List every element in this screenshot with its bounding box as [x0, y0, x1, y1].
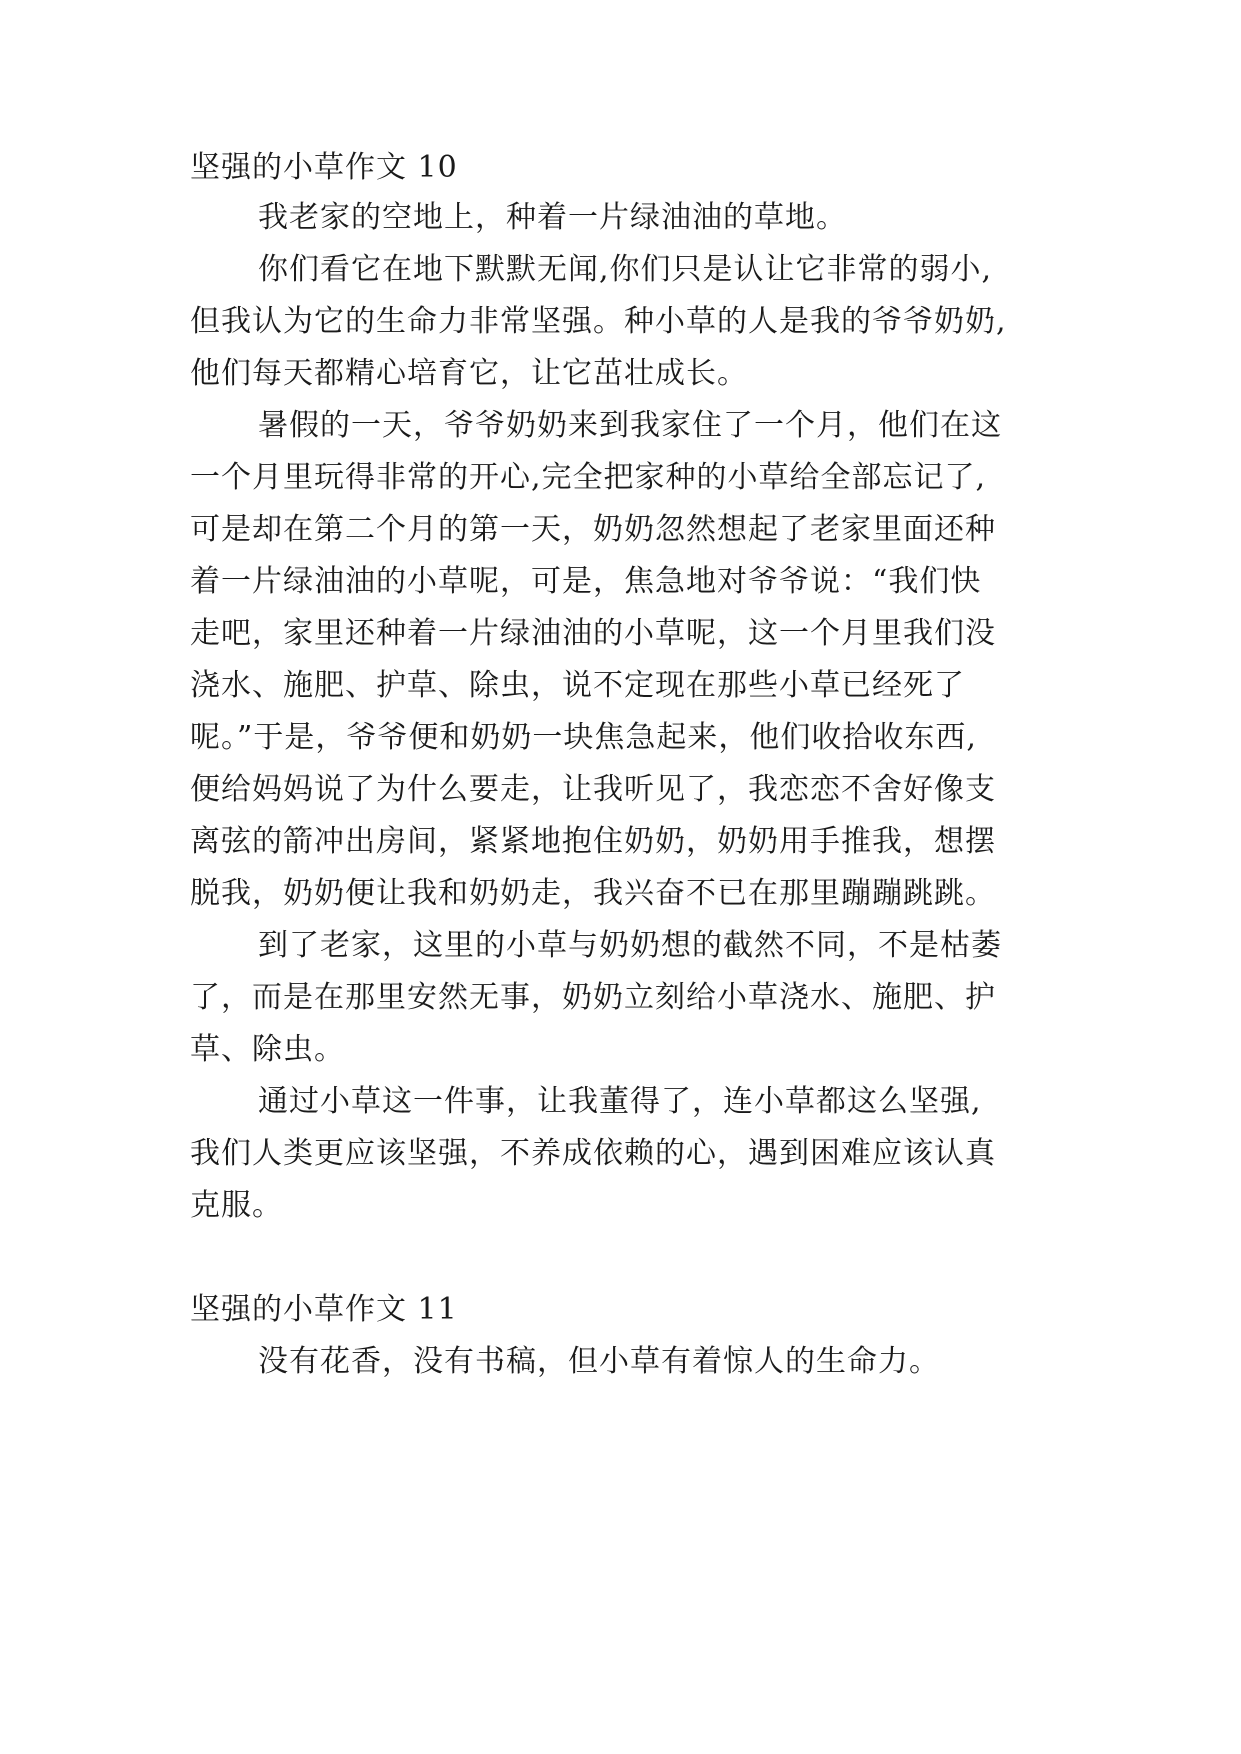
paragraph-line: 了，而是在那里安然无事，奶奶立刻给小草浇水、施肥、护	[190, 980, 996, 1015]
paragraph-line: 走吧，家里还种着一片绿油油的小草呢，这一个月里我们没	[190, 616, 996, 651]
paragraph-line: 一个月里玩得非常的开心,完全把家种的小草给全部忘记了,	[190, 460, 987, 495]
paragraph-line: 着一片绿油油的小草呢，可是，焦急地对爷爷说：“我们快	[190, 564, 982, 599]
paragraph-line: 你们看它在地下默默无闻,你们只是认让它非常的弱小,	[258, 252, 993, 287]
paragraph-line: 到了老家，这里的小草与奶奶想的截然不同，不是枯萎	[258, 928, 1002, 963]
paragraph-line: 可是却在第二个月的第一天，奶奶忽然想起了老家里面还种	[190, 512, 996, 547]
paragraph-line: 暑假的一天，爷爷奶奶来到我家住了一个月，他们在这	[258, 408, 1002, 443]
paragraph-line: 呢。”于是，爷爷便和奶奶一块焦急起来，他们收拾收东西,	[190, 720, 977, 755]
paragraph-line: 离弦的箭冲出房间，紧紧地抱住奶奶，奶奶用手推我，想摆	[190, 824, 996, 859]
paragraph-line: 但我认为它的生命力非常坚强。种小草的人是我的爷爷奶奶,	[190, 304, 1007, 339]
paragraph-line: 我们人类更应该坚强，不养成依赖的心，遇到困难应该认真	[190, 1136, 996, 1171]
paragraph-line: 浇水、施肥、护草、除虫，说不定现在那些小草已经死了	[190, 668, 965, 703]
essay-title: 坚强的小草作文 11	[190, 1292, 458, 1327]
paragraph-line: 我老家的空地上，种着一片绿油油的草地。	[258, 200, 847, 235]
paragraph-line: 脱我，奶奶便让我和奶奶走，我兴奋不已在那里蹦蹦跳跳。	[190, 876, 996, 911]
paragraph-line: 他们每天都精心培育它，让它茁壮成长。	[190, 356, 748, 391]
essay-title: 坚强的小草作文 10	[190, 150, 458, 185]
paragraph-line: 没有花香，没有书稿，但小草有着惊人的生命力。	[258, 1344, 940, 1379]
paragraph-line: 草、除虫。	[190, 1032, 345, 1067]
paragraph-line: 克服。	[190, 1188, 283, 1223]
paragraph-line: 通过小草这一件事，让我董得了，连小草都这么坚强,	[258, 1084, 982, 1119]
paragraph-line: 便给妈妈说了为什么要走，让我听见了，我恋恋不舍好像支	[190, 772, 996, 807]
